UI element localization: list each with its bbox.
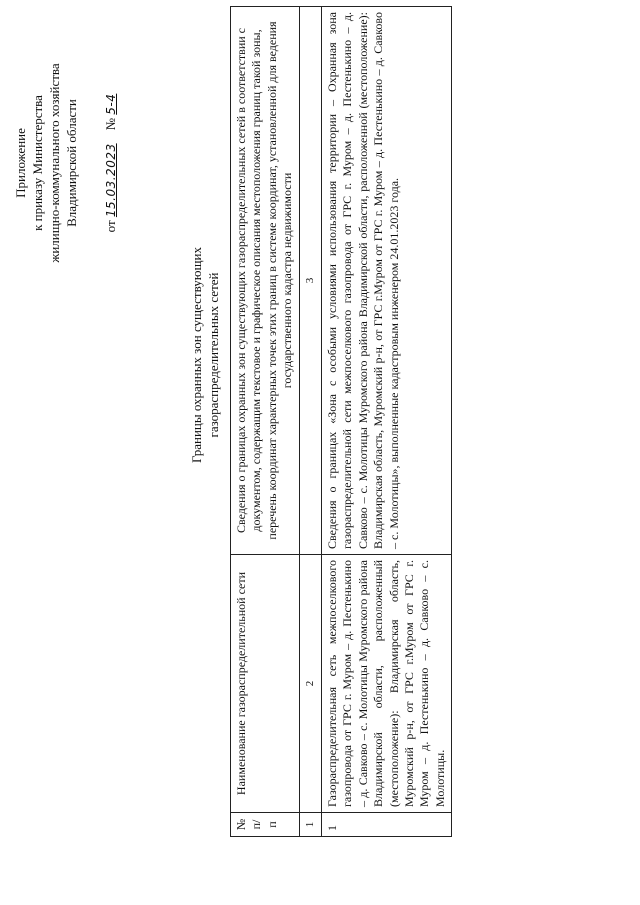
header-line: Владимирской области <box>64 99 79 227</box>
network-name-cell: Газораспределительная сеть межпоселкового газопровода от ГРС г. Муром – д. Пестенькино – д. Савково – с. Молотицы Муромского района Владимирской области, расположенный (местоположение): Владимирская область, Муромский р-н, от ГРС г.Муром от ГРС г. Муром – д. Пестенькино – д. Савково – с. Молотицы. <box>322 555 452 813</box>
order-date-number <box>102 13 120 313</box>
header-line: к приказу Министерства <box>30 95 45 231</box>
column-number: 1 <box>299 813 321 837</box>
zone-info-cell: Сведения о границах «Зона с особыми условиями использования территории – Охранная зона газораспределительной сети межпоселкового газопровода от ГРС г. Муром – д. Пестенькино – д. Савково – с. Молотицы Муромского района Владимирской области, расположенной (местоположение): Владимирская область, Муромский р-н, от ГРС г.Муром от ГРС г. Муром – д. Пестенькино – д. Савково – с. Молотицы», выполненные кадастровым инженером 24.01.2023 года. <box>322 7 452 555</box>
header-cell-info: Сведения о границах охранных зон существующих газораспределительных сетей в соответствии с документом, содержащим текстовое и графическое описания местоположения границ такой зоны, перечень координат характерных точек этих границ в системе координат, установленной для ведения государственного кадастра недвижимости <box>231 7 300 555</box>
order-number: 5-4 <box>104 93 118 115</box>
header-cell-number: № п/п <box>231 813 300 837</box>
row-number: 1 <box>322 813 452 837</box>
number-prefix: № <box>103 117 118 131</box>
order-date: 15.03.2023 <box>104 143 118 218</box>
header-line: жилищно-коммунального хозяйства <box>47 63 62 263</box>
column-number: 3 <box>299 7 321 555</box>
title-line: Границы охранных зон существующих <box>189 247 204 463</box>
table-row <box>322 7 452 837</box>
table-header-row <box>231 7 300 837</box>
appendix-header <box>12 13 120 313</box>
title-line: газораспределительных сетей <box>206 272 221 438</box>
column-number: 2 <box>299 555 321 813</box>
column-number-row <box>299 7 321 837</box>
zones-table <box>230 6 452 837</box>
document-title <box>188 155 222 555</box>
header-cell-name: Наименование газораспределительной сети <box>231 555 300 813</box>
date-prefix: от <box>103 220 118 233</box>
header-line: Приложение <box>13 128 28 198</box>
